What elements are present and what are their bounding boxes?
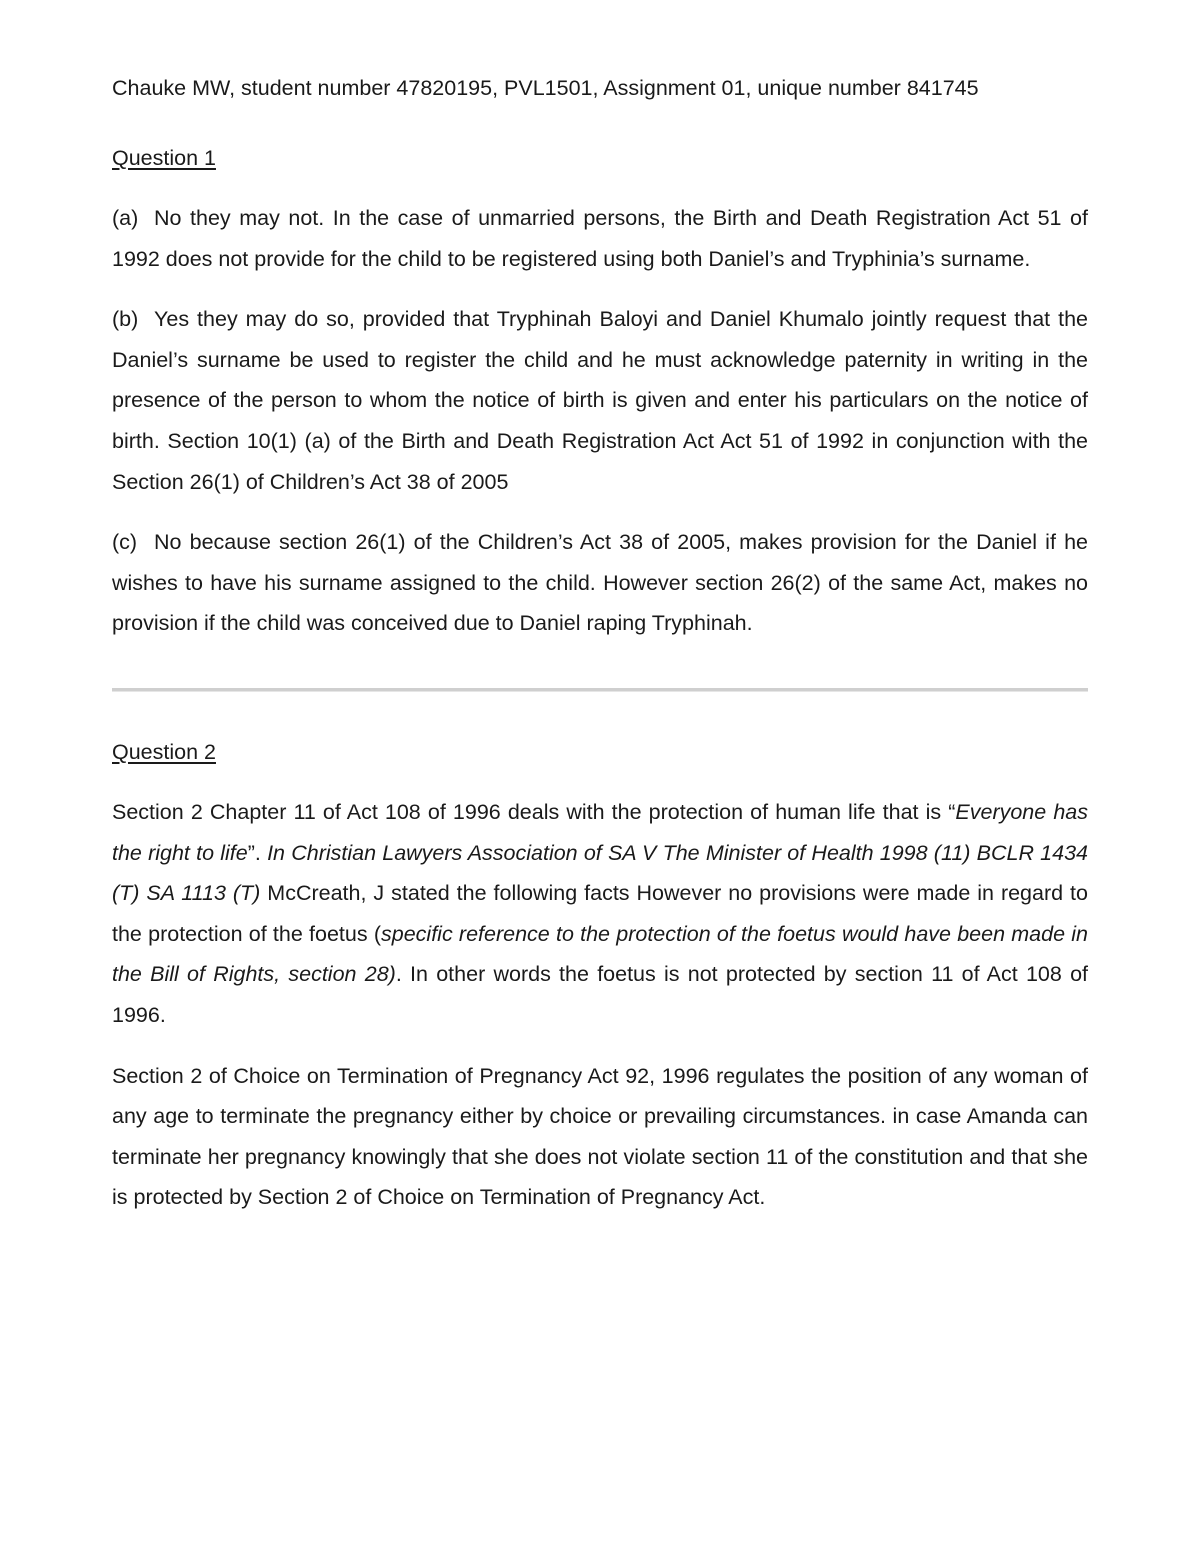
- question-2-paragraph-2: Section 2 of Choice on Termination of Pregnancy Act 92, 1996 regulates the position of any woman of any age to terminate the pregnancy either by choice or prevailing circumstances. in case Amanda can terminate her pregnancy knowingly that she does not violate section 11 of the constitution and that she is protected by Section 2 of Choice on Termination of Pregnancy Act.: [112, 1063, 1088, 1210]
- q2-p1-text-2: ”.: [247, 840, 268, 865]
- question-1c-answer: [112, 522, 1088, 644]
- question-1a-label: (a): [112, 206, 139, 230]
- horizontal-divider: [112, 688, 1088, 692]
- q2-p1-text-1: Section 2 Chapter 11 of Act 108 of 1996 deals with the protection of human life that is “: [112, 799, 956, 824]
- question-1b-label: (b): [112, 307, 139, 332]
- question-1b-text: Yes they may do so, provided that Tryphinah Baloyi and Daniel Khumalo jointly request that the Daniel’s surname be used to register the child and he must acknowledge paternity in writing in the presence of the person to whom the notice of birth is given and enter his particulars on the notice of birth. Section 10(1) (a) of the Birth and Death Registration Act Act 51 of 1992 in conjunction with the Section 26(1) of Children’s Act 38 of 2005: [112, 307, 1088, 494]
- question-1-heading: Question 1: [112, 146, 216, 170]
- question-1a-answer: [112, 198, 1088, 279]
- question-2-paragraph-1: [112, 792, 1088, 1036]
- question-2-heading: Question 2: [112, 739, 216, 764]
- q2-p1-italic-reference: specific reference to the protection of the foetus would have been made in the Bill of Rights, section 28): [112, 921, 1089, 987]
- q2-p1-text-3: McCreath, J stated the following facts However no provisions were made in regard to the protection of the foetus (: [112, 881, 1088, 946]
- document-header: Chauke MW, student number 47820195, PVL1501, Assignment 01, unique number 841745: [112, 76, 979, 100]
- q2-p1-italic-quote: Everyone has the right to life: [112, 799, 1088, 865]
- question-1a-text: No they may not. In the case of unmarried persons, the Birth and Death Registration Act 51 of 1992 does not provide for the child to be registered using both Daniel’s and Tryphinia’s surname.: [112, 206, 1088, 271]
- question-1c-text: No because section 26(1) of the Children’s Act 38 of 2005, makes provision for the Daniel if he wishes to have his surname assigned to the child. However section 26(2) of the same Act, makes no provision if the child was conceived due to Daniel raping Tryphinah.: [112, 530, 1088, 636]
- q2-p1-text-4: . In other words the foetus is not protected by section 11 of Act 108 of 1996.: [112, 962, 1089, 1027]
- q2-p1-italic-case-citation: In Christian Lawyers Association of SA V The Minister of Health 1998 (11) BCLR 1434 (T) SA 1113 (T): [112, 840, 1089, 906]
- question-1b-answer: [112, 299, 1088, 502]
- question-1c-label: (c): [112, 530, 138, 555]
